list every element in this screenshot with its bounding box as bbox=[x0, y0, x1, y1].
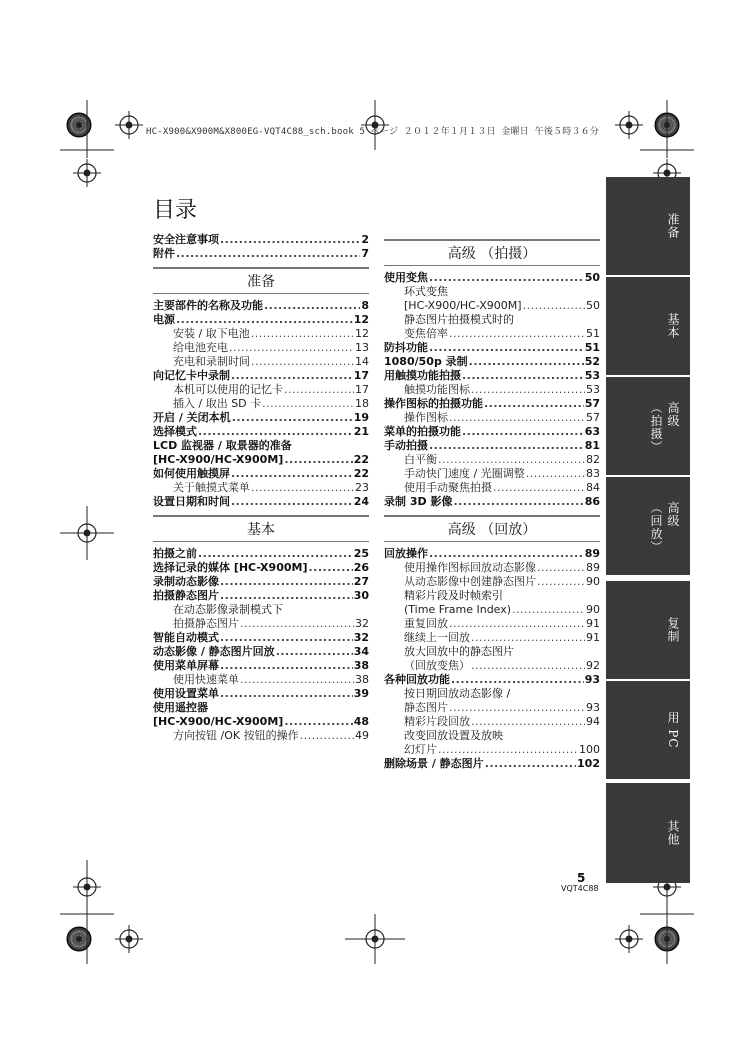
toc-entry[interactable] bbox=[153, 589, 369, 603]
toc-entry-label: 向记忆卡中录制 bbox=[153, 369, 230, 382]
toc-entry-label: 白平衡 bbox=[404, 453, 437, 466]
section-heading: 准备 bbox=[153, 267, 369, 294]
dot-leader bbox=[449, 617, 585, 631]
toc-page-number: 14 bbox=[355, 355, 369, 368]
toc-entry[interactable] bbox=[384, 369, 600, 383]
dot-leader bbox=[220, 631, 353, 645]
toc-entry[interactable] bbox=[404, 453, 600, 467]
toc-page-number: 38 bbox=[353, 659, 369, 672]
toc-page-number: 90 bbox=[586, 575, 600, 588]
dot-leader bbox=[438, 743, 578, 757]
dot-leader bbox=[232, 411, 353, 425]
dot-leader bbox=[484, 397, 584, 411]
toc-entry[interactable] bbox=[404, 561, 600, 575]
toc-entry[interactable] bbox=[153, 425, 369, 439]
toc-entry-label: 精彩片段及时帧索引 bbox=[404, 589, 503, 602]
tab-copy[interactable]: 复制 bbox=[606, 581, 690, 679]
toc-entry[interactable] bbox=[384, 673, 600, 687]
toc-page-number: 21 bbox=[353, 425, 369, 438]
toc-page-number: 93 bbox=[586, 701, 600, 714]
dot-leader bbox=[462, 425, 584, 439]
dot-leader bbox=[240, 673, 354, 687]
toc-entry-label: 拍摄之前 bbox=[153, 547, 197, 560]
toc-entry-label: 使用变焦 bbox=[384, 271, 428, 284]
toc-page-number: 49 bbox=[355, 729, 369, 742]
toc-entry-label: 动态影像 / 静态图片回放 bbox=[153, 645, 275, 658]
toc-page-number: 93 bbox=[584, 673, 600, 686]
toc-entry-label: 改变回放设置及放映 bbox=[404, 729, 503, 742]
toc-entry[interactable] bbox=[173, 383, 369, 397]
toc-page-number: 7 bbox=[361, 247, 369, 260]
toc-entry-label: 电源 bbox=[153, 313, 175, 326]
toc-entry-label: 1080/50p 录制 bbox=[384, 355, 468, 368]
toc-entry[interactable] bbox=[404, 701, 600, 715]
toc-page-number: 27 bbox=[353, 575, 369, 588]
toc-entry-label: 开启 / 关闭本机 bbox=[153, 411, 231, 424]
dot-leader bbox=[462, 369, 584, 383]
toc-entry-label: 触摸功能图标 bbox=[404, 383, 470, 396]
toc-entry-label: 使用设置菜单 bbox=[153, 687, 219, 700]
toc-entry-label: （回放变焦） bbox=[404, 659, 470, 672]
dot-leader bbox=[251, 355, 354, 369]
toc-page-number: 19 bbox=[353, 411, 369, 424]
toc-entry[interactable] bbox=[153, 369, 369, 383]
toc-entry[interactable] bbox=[173, 341, 369, 355]
toc-page-number: 90 bbox=[586, 603, 600, 616]
toc-page-number: 2 bbox=[361, 233, 369, 246]
dot-leader bbox=[438, 453, 585, 467]
toc-entry[interactable] bbox=[153, 495, 369, 509]
dot-leader bbox=[471, 715, 585, 729]
tab-others[interactable]: 其他 bbox=[606, 783, 690, 883]
toc-entry[interactable] bbox=[173, 481, 369, 495]
toc-entry-label: 重复回放 bbox=[404, 617, 448, 630]
toc-entry-label: 智能自动模式 bbox=[153, 631, 219, 644]
toc-entry-label: 方向按钮 /OK 按钮的操作 bbox=[173, 729, 299, 742]
toc-entry[interactable] bbox=[384, 341, 600, 355]
toc-page-number: 91 bbox=[586, 631, 600, 644]
toc-page-number: 12 bbox=[355, 327, 369, 340]
toc-page-number: 30 bbox=[353, 589, 369, 602]
toc-entry-label: 静态图片拍摄模式时的 bbox=[404, 313, 514, 326]
dot-leader bbox=[429, 547, 584, 561]
dot-leader bbox=[471, 659, 585, 673]
toc-entry[interactable] bbox=[404, 603, 600, 617]
dot-leader bbox=[429, 341, 584, 355]
dot-leader bbox=[284, 715, 352, 729]
toc-entry-label: 精彩片段回放 bbox=[404, 715, 470, 728]
toc-page-number: 53 bbox=[586, 383, 600, 396]
toc-entry-label: 幻灯片 bbox=[404, 743, 437, 756]
dot-leader bbox=[449, 701, 585, 715]
toc-entry-label: 继续上一回放 bbox=[404, 631, 470, 644]
tab-advanced-recording[interactable]: 高级 （拍摄） bbox=[606, 377, 690, 475]
toc-page-number: 12 bbox=[353, 313, 369, 326]
toc-entry-label: 放大回放中的静态图片 bbox=[404, 645, 514, 658]
toc-entry[interactable] bbox=[404, 575, 600, 589]
toc-entry-label: [HC-X900/HC-X900M] bbox=[153, 715, 284, 728]
dot-leader bbox=[523, 299, 585, 313]
toc-page-number: 17 bbox=[355, 383, 369, 396]
toc-entry[interactable] bbox=[153, 299, 369, 313]
toc-page-number: 50 bbox=[584, 271, 600, 284]
toc-page-number: 17 bbox=[353, 369, 369, 382]
toc-entry-label: 关于触摸式菜单 bbox=[173, 481, 250, 494]
dot-leader bbox=[231, 467, 353, 481]
section-heading: 基本 bbox=[153, 515, 369, 542]
dot-leader bbox=[276, 645, 353, 659]
dot-leader bbox=[453, 495, 583, 509]
toc-entry-label: 防抖功能 bbox=[384, 341, 428, 354]
toc-entry[interactable] bbox=[153, 247, 369, 261]
toc-entry-label: 选择模式 bbox=[153, 425, 197, 438]
toc-entry-label: 用触摸功能拍摄 bbox=[384, 369, 461, 382]
page-title: 目录 bbox=[153, 198, 198, 223]
toc-entry[interactable] bbox=[173, 673, 369, 687]
toc-entry[interactable] bbox=[384, 547, 600, 561]
toc-entry[interactable] bbox=[153, 467, 369, 481]
toc-entry-label: 在动态影像录制模式下 bbox=[173, 603, 283, 616]
toc-entry-label: 操作图标 bbox=[404, 411, 448, 424]
dot-leader bbox=[264, 299, 360, 313]
toc-entry-label: 操作图标的拍摄功能 bbox=[384, 397, 483, 410]
toc-entry[interactable] bbox=[384, 757, 600, 771]
toc-entry-label: 使用快速菜单 bbox=[173, 673, 239, 686]
dot-leader bbox=[220, 687, 353, 701]
toc-entry-label: 拍摄静态图片 bbox=[173, 617, 239, 630]
document-code: VQT4C88 bbox=[561, 884, 599, 893]
toc-page-number: 53 bbox=[584, 369, 600, 382]
dot-leader bbox=[251, 481, 354, 495]
dot-leader bbox=[229, 341, 354, 355]
toc-entry[interactable] bbox=[153, 561, 369, 575]
dot-leader bbox=[429, 271, 584, 285]
toc-entry[interactable] bbox=[153, 715, 369, 729]
toc-page-number: 50 bbox=[586, 299, 600, 312]
toc-entry[interactable] bbox=[404, 411, 600, 425]
toc-entry-label: 给电池充电 bbox=[173, 341, 228, 354]
toc-page-number: 57 bbox=[586, 411, 600, 424]
dot-leader bbox=[220, 589, 353, 603]
dot-leader bbox=[471, 631, 585, 645]
toc-entry-label: 安全注意事项 bbox=[153, 233, 219, 246]
toc-entry-label: 使用操作图标回放动态影像 bbox=[404, 561, 536, 574]
toc-entry[interactable] bbox=[153, 687, 369, 701]
dot-leader bbox=[526, 467, 585, 481]
toc-entry[interactable] bbox=[404, 743, 600, 757]
toc-page-number: 52 bbox=[584, 355, 600, 368]
toc-page-number: 91 bbox=[586, 617, 600, 630]
toc-entry[interactable] bbox=[153, 575, 369, 589]
toc-page-number: 63 bbox=[584, 425, 600, 438]
toc-entry[interactable] bbox=[153, 631, 369, 645]
dot-leader bbox=[429, 439, 584, 453]
dot-leader bbox=[176, 247, 360, 261]
toc-entry[interactable] bbox=[153, 659, 369, 673]
toc-entry-label: [HC-X900/HC-X900M] bbox=[153, 453, 284, 466]
toc-entry-label: 按日期回放动态影像 / bbox=[404, 687, 511, 700]
toc-entry[interactable] bbox=[404, 617, 600, 631]
toc-entry-label: 插入 / 取出 SD 卡 bbox=[173, 397, 262, 410]
dot-leader bbox=[469, 355, 584, 369]
toc-entry-label: 从动态影像中创建静态图片 bbox=[404, 575, 536, 588]
dot-leader bbox=[240, 617, 354, 631]
toc-entry-label: 环式变焦 bbox=[404, 285, 448, 298]
toc-entry-label: 本机可以使用的记忆卡 bbox=[173, 383, 283, 396]
dot-leader bbox=[537, 561, 585, 575]
toc-entry[interactable] bbox=[153, 411, 369, 425]
toc-entry-label: 各种回放功能 bbox=[384, 673, 450, 686]
print-header: HC-X900&X900M&X800EG-VQT4C88_sch.book 5 ページ ２０１２年１月１３日 金曜日 午後５時３６分 bbox=[146, 127, 600, 137]
toc-entry-label: LCD 监视器 / 取景器的准备 bbox=[153, 439, 292, 452]
toc-page-number: 39 bbox=[353, 687, 369, 700]
toc-entry-label: 回放操作 bbox=[384, 547, 428, 560]
toc-page-number: 24 bbox=[353, 495, 369, 508]
toc-entry[interactable] bbox=[384, 425, 600, 439]
toc-page-number: 86 bbox=[584, 495, 600, 508]
toc-entry[interactable] bbox=[173, 327, 369, 341]
toc-entry[interactable] bbox=[404, 715, 600, 729]
toc-entry-label: 录制动态影像 bbox=[153, 575, 219, 588]
toc-page-number: 22 bbox=[353, 453, 369, 466]
toc-entry-label: 静态图片 bbox=[404, 701, 448, 714]
toc-page-number: 34 bbox=[353, 645, 369, 658]
toc-entry[interactable] bbox=[384, 397, 600, 411]
section-heading: 高级 （拍摄） bbox=[384, 239, 600, 266]
dot-leader bbox=[262, 397, 354, 411]
toc-entry[interactable] bbox=[173, 355, 369, 369]
toc-page-number: 102 bbox=[577, 757, 600, 770]
toc-entry-label: 变焦倍率 bbox=[404, 327, 448, 340]
toc-page-number: 89 bbox=[584, 547, 600, 560]
toc-entry-label: 设置日期和时间 bbox=[153, 495, 230, 508]
section-heading: 高级 （回放） bbox=[384, 515, 600, 542]
toc-right-column bbox=[384, 233, 600, 863]
dot-leader bbox=[493, 481, 585, 495]
toc-page-number: 94 bbox=[586, 715, 600, 728]
toc-entry[interactable] bbox=[173, 617, 369, 631]
dot-leader bbox=[308, 561, 352, 575]
toc-entry[interactable] bbox=[404, 467, 600, 481]
dot-leader bbox=[449, 411, 585, 425]
toc-entry-label: 选择记录的媒体 [HC-X900M] bbox=[153, 561, 308, 574]
toc-page-number: 51 bbox=[584, 341, 600, 354]
dot-leader bbox=[220, 233, 360, 247]
dot-leader bbox=[231, 369, 353, 383]
toc-entry[interactable] bbox=[153, 547, 369, 561]
toc-entry[interactable] bbox=[404, 327, 600, 341]
toc-page-number: 100 bbox=[579, 743, 600, 756]
dot-leader bbox=[300, 729, 354, 743]
toc-entry-label: 附件 bbox=[153, 247, 175, 260]
toc-entry[interactable] bbox=[153, 313, 369, 327]
dot-leader bbox=[220, 575, 353, 589]
toc-entry-label: (Time Frame Index) bbox=[404, 603, 512, 616]
toc-entry[interactable] bbox=[384, 355, 600, 369]
toc-entry-label: 菜单的拍摄功能 bbox=[384, 425, 461, 438]
toc-page-number: 92 bbox=[586, 659, 600, 672]
toc-entry-label: 手动拍摄 bbox=[384, 439, 428, 452]
dot-leader bbox=[284, 453, 352, 467]
toc-entry[interactable] bbox=[404, 659, 600, 673]
dot-leader bbox=[537, 575, 585, 589]
toc-page-number: 32 bbox=[353, 631, 369, 644]
toc-page-number: 48 bbox=[353, 715, 369, 728]
toc-entry[interactable] bbox=[384, 495, 600, 509]
toc-entry[interactable] bbox=[173, 397, 369, 411]
dot-leader bbox=[198, 547, 353, 561]
toc-page-number: 82 bbox=[586, 453, 600, 466]
toc-page-number: 8 bbox=[361, 299, 369, 312]
toc-page-number: 22 bbox=[353, 467, 369, 480]
toc-left-column bbox=[153, 233, 369, 833]
toc-page-number: 89 bbox=[586, 561, 600, 574]
toc-page-number: 18 bbox=[355, 397, 369, 410]
toc-entry[interactable] bbox=[384, 271, 600, 285]
toc-page-number: 57 bbox=[584, 397, 600, 410]
toc-entry[interactable] bbox=[153, 453, 369, 467]
dot-leader bbox=[231, 495, 353, 509]
dot-leader bbox=[198, 425, 353, 439]
toc-entry[interactable] bbox=[173, 729, 369, 743]
page-number: 5 bbox=[577, 871, 586, 885]
dot-leader bbox=[449, 327, 585, 341]
toc-entry-label: 主要部件的名称及功能 bbox=[153, 299, 263, 312]
toc-entry-label: 录制 3D 影像 bbox=[384, 495, 453, 508]
toc-entry-label: 使用菜单屏幕 bbox=[153, 659, 219, 672]
toc-entry-label: 充电和录制时间 bbox=[173, 355, 250, 368]
toc-entry-label: 拍摄静态图片 bbox=[153, 589, 219, 602]
dot-leader bbox=[471, 383, 585, 397]
toc-entry-label: 安装 / 取下电池 bbox=[173, 327, 250, 340]
toc-entry[interactable] bbox=[404, 631, 600, 645]
toc-page-number: 81 bbox=[584, 439, 600, 452]
tab-prepare[interactable]: 准备 bbox=[606, 177, 690, 275]
toc-page-number: 23 bbox=[355, 481, 369, 494]
toc-entry[interactable] bbox=[404, 299, 600, 313]
toc-page-number: 84 bbox=[586, 481, 600, 494]
toc-entry[interactable] bbox=[153, 645, 369, 659]
dot-leader bbox=[220, 659, 353, 673]
tab-basic[interactable]: 基本 bbox=[606, 277, 690, 375]
toc-page-number: 13 bbox=[355, 341, 369, 354]
toc-page-number: 32 bbox=[355, 617, 369, 630]
toc-entry[interactable] bbox=[384, 439, 600, 453]
toc-page-number: 51 bbox=[586, 327, 600, 340]
dot-leader bbox=[485, 757, 576, 771]
toc-page-number: 26 bbox=[353, 561, 369, 574]
dot-leader bbox=[284, 383, 354, 397]
toc-page-number: 83 bbox=[586, 467, 600, 480]
toc-entry-label: 删除场景 / 静态图片 bbox=[384, 757, 484, 770]
dot-leader bbox=[512, 603, 585, 617]
toc-entry[interactable] bbox=[404, 383, 600, 397]
toc-entry[interactable] bbox=[153, 233, 369, 247]
toc-entry[interactable] bbox=[404, 481, 600, 495]
dot-leader bbox=[176, 313, 353, 327]
toc-entry-label: [HC-X900/HC-X900M] bbox=[404, 299, 522, 312]
dot-leader bbox=[451, 673, 584, 687]
dot-leader bbox=[251, 327, 354, 341]
toc-entry-label: 如何使用触摸屏 bbox=[153, 467, 230, 480]
toc-entry-label: 使用遥控器 bbox=[153, 701, 208, 714]
toc-page-number: 38 bbox=[355, 673, 369, 686]
toc-page-number: 25 bbox=[353, 547, 369, 560]
tab-advanced-playback[interactable]: 高级 （回放） bbox=[606, 477, 690, 575]
tab-with-pc[interactable]: 用 PC bbox=[606, 681, 690, 779]
toc-entry-label: 使用手动聚焦拍摄 bbox=[404, 481, 492, 494]
toc-entry-label: 手动快门速度 / 光圈调整 bbox=[404, 467, 525, 480]
